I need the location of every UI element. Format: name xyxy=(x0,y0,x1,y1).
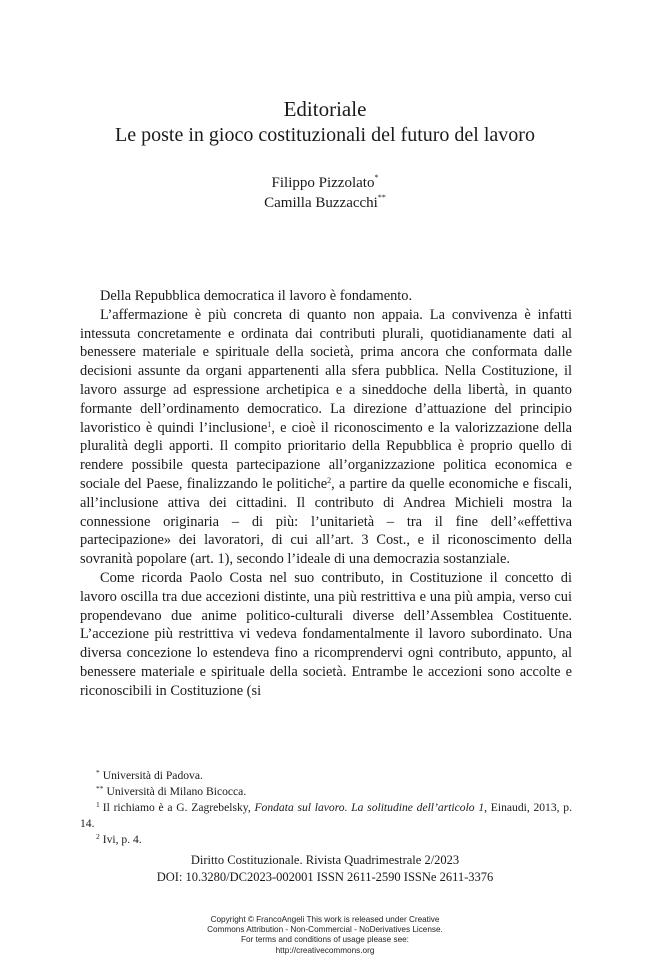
footnotes xyxy=(80,768,572,848)
author-2 xyxy=(0,193,650,213)
paragraph-2 xyxy=(80,306,572,569)
journal-doi: DOI: 10.3280/DC2023-002001 ISSN 2611-2590 ISSNe 2611-3376 xyxy=(156,870,494,884)
footnote-mark: 1 xyxy=(96,800,100,809)
affiliation-mark: * xyxy=(374,173,379,182)
paragraph-1: Della Repubblica democratica il lavoro è fondamento. xyxy=(100,288,413,304)
footnote-ref-1[interactable]: 1 xyxy=(267,419,272,429)
paragraph-2-part-b: , e cioè il riconoscimento e la valorizzazione della pluralità degli apporti. Il compito prioritario della Repubblica è proprio quello di rendere possibile questa partecipazione all’organizzazione politica economica e sociale del Paese, finalizzando le politiche xyxy=(80,419,572,492)
license-line-3: For terms and conditions of usage please see: xyxy=(241,935,409,945)
footnote-mark: 2 xyxy=(96,832,100,841)
footnote-text: Ivi, p. 4. xyxy=(102,833,142,846)
paragraph-3: Come ricorda Paolo Costa nel suo contributo, in Costituzione il concetto di lavoro oscilla tra due accezioni distinte, una più restrittiva e una più ampia, verso cui propendevano due anime politico-culturali diverse dell’Assemblea Costituente. L’accezione più restrittiva vi vedeva fondamentalmente il lavoro subordinato. Una diversa concezione lo estendeva fino a ricomprendervi ogni contributo, appunto, al benessere materiale e spirituale della società. Entrambe le accezioni sono accolte e riconoscibili in Costituzione (si xyxy=(80,569,572,699)
footnote-2 xyxy=(80,832,572,848)
affiliation-mark: ** xyxy=(377,193,386,202)
license-line-2: Commons Attribution - Non-Commercial - NoDerivatives License. xyxy=(207,925,443,935)
footnote-1 xyxy=(80,800,572,832)
section-label: Editoriale xyxy=(283,97,367,121)
body-text xyxy=(80,287,572,701)
paragraph-2-part-c: , a partire da quelle economiche e fiscali, all’inclusione attiva dei cittadini. Il contributo di Andrea Michieli mostra la connessione originaria – di più: l’unitarietà – tra il fine dell’«effettiva partecipazione» dei lavoratori, di cui all’art. 3 Cost., e il riconoscimento della sovranità popolare (art. 1), secondo l’ideale di una democrazia sostanziale. xyxy=(80,475,572,568)
footnote-text: , Einaudi, 2013, p. 14. xyxy=(80,801,572,830)
footnote-ref-2[interactable]: 2 xyxy=(327,475,332,485)
paragraph-2-part-a: L’affermazione è più concreta di quanto non appaia. La convivenza è infatti intessuta concretamente e ordinata dai contributi plurali, quotidianamente dati al benessere materiale e spirituale della società, prima ancora che conformata dalle decisioni assunte da organi appartenenti alla sfera pubblica. Nella Costituzione, il lavoro assurge ad espressione archetipica e a sineddoche della libertà, in quanto formante dell’ordinamento democratico. La direzione d’attuazione del principio lavoristico è quindi l’inclusione xyxy=(80,306,572,436)
author-name: Camilla Buzzacchi xyxy=(264,195,378,211)
footnote-text: Università di Padova. xyxy=(102,769,203,782)
footnote-affiliation-2 xyxy=(80,784,572,800)
journal-info xyxy=(0,852,650,886)
article-title: Le poste in gioco costituzionali del futuro del lavoro xyxy=(115,124,535,146)
footnote-mark: * xyxy=(96,768,100,777)
author-1 xyxy=(0,173,650,193)
journal-name: Diritto Costituzionale. Rivista Quadrimestrale 2/2023 xyxy=(190,853,460,867)
footnote-mark: ** xyxy=(96,784,104,793)
footnote-affiliation-1 xyxy=(80,768,572,784)
title-block xyxy=(0,96,650,148)
cited-work-title: Fondata sul lavoro. La solitudine dell’articolo 1 xyxy=(254,801,485,814)
footnote-text: Il richiamo è a G. Zagrebelsky, xyxy=(102,801,255,814)
author-name: Filippo Pizzolato xyxy=(271,175,375,191)
footnote-text: Università di Milano Bicocca. xyxy=(106,785,247,798)
author-list xyxy=(0,173,650,213)
license-line-1: Copyright © FrancoAngeli This work is released under Creative xyxy=(210,915,440,924)
license-notice xyxy=(0,915,650,956)
license-link[interactable]: http://creativecommons.org xyxy=(275,945,375,955)
